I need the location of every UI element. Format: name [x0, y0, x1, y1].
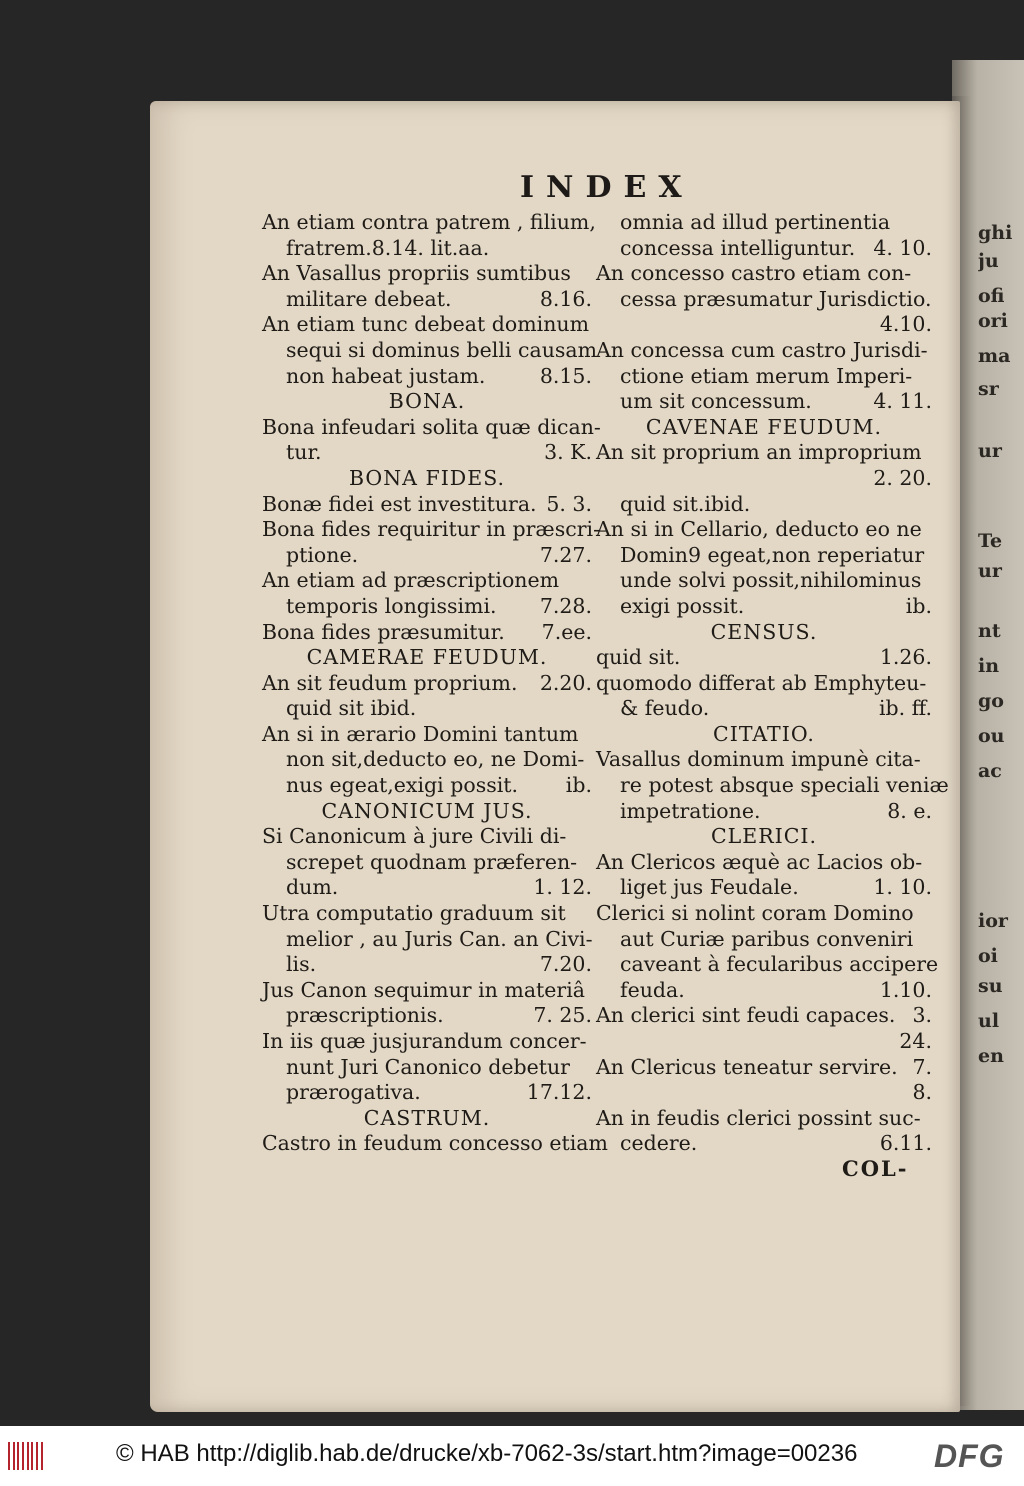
entry-text: An Vasallus propriis sumtibus	[262, 261, 571, 286]
entry-text: omnia ad illud pertinentia	[620, 210, 891, 234]
index-entry	[262, 850, 592, 876]
index-column-right	[596, 210, 949, 1157]
entry-text: præscriptionis.	[286, 1003, 444, 1028]
entry-text: non sit,deducto eo, ne Domi-	[286, 747, 585, 772]
entry-text: nunt Juri Canonico debetur	[286, 1054, 570, 1079]
entry-reference: 3.	[912, 1003, 932, 1028]
index-entry	[596, 1080, 932, 1106]
entry-text: Bona infeudari solita quæ dican-	[262, 414, 601, 439]
entry-reference: ib.	[565, 773, 592, 798]
index-entry	[262, 440, 592, 466]
entry-text: CITATIO.	[713, 721, 815, 746]
entry-text: Clerici si nolint coram Domino	[596, 901, 914, 926]
index-entry	[596, 773, 949, 799]
index-entry	[262, 722, 592, 748]
index-entry	[262, 364, 592, 390]
index-entry	[596, 287, 932, 313]
index-entry	[262, 901, 592, 927]
entry-text: CLERICI.	[710, 824, 818, 849]
entry-text: Utra computatio graduum sit	[262, 901, 566, 926]
entry-text: CENSUS.	[710, 619, 818, 644]
index-entry	[262, 210, 596, 236]
entry-text: Jus Canon sequimur in materiâ	[262, 977, 586, 1002]
entry-text: Domin9 egeat,non reperiatur	[620, 542, 925, 567]
entry-reference: 7.20.	[539, 952, 592, 977]
entry-reference: 8.	[912, 1080, 932, 1105]
facing-text-fragment: ul	[978, 1010, 1000, 1032]
entry-text: lis.	[286, 952, 317, 977]
facing-text-fragment: ghi	[978, 222, 1013, 244]
entry-reference: ib.	[905, 593, 932, 618]
entry-text: concessa intelliguntur.	[620, 235, 856, 260]
index-entry	[596, 568, 932, 594]
index-entry	[596, 338, 932, 364]
entry-text: CAMERAE FEUDUM.	[306, 645, 548, 670]
index-entry	[262, 1131, 608, 1157]
entry-reference: 3. K.	[544, 440, 592, 465]
index-entry	[596, 952, 939, 978]
entry-reference: 5. 3.	[546, 491, 592, 516]
entry-text: quid sit.ibid.	[620, 491, 751, 516]
facing-text-fragment: ior	[978, 910, 1008, 932]
entry-text: An sit feudum proprium.	[262, 670, 518, 695]
index-column-left	[262, 210, 608, 1157]
entry-reference: 1. 12.	[533, 875, 592, 900]
entry-text: quid sit ibid.	[286, 696, 417, 721]
index-entry	[596, 799, 932, 825]
entry-reference: 7.ee.	[541, 619, 592, 644]
index-heading	[262, 645, 592, 671]
entry-text: ptione.	[286, 542, 359, 567]
entry-text: unde solvi possit,nihilominus	[620, 568, 922, 593]
entry-reference: ib. ff.	[878, 696, 932, 721]
index-entry	[596, 594, 932, 620]
index-entry	[262, 696, 592, 722]
index-entry	[262, 261, 592, 287]
facing-text-fragment: ur	[978, 560, 1002, 582]
index-entry	[262, 236, 592, 262]
index-entry	[596, 747, 932, 773]
facing-text-fragment: ori	[978, 310, 1008, 332]
index-entry	[596, 312, 932, 338]
facing-text-fragment: su	[978, 975, 1003, 997]
entry-text: An etiam ad præscriptionem	[262, 568, 560, 593]
index-heading	[262, 799, 592, 825]
index-entry	[262, 875, 592, 901]
index-entry	[596, 543, 932, 569]
entry-text: nus egeat,exigi possit.	[286, 773, 519, 798]
entry-text: An sit proprium an improprium	[596, 440, 922, 465]
entry-text: BONA.	[388, 389, 466, 414]
index-entry	[262, 568, 592, 594]
entry-text: non habeat justam.	[286, 363, 486, 388]
index-entry	[262, 927, 592, 953]
index-entry	[262, 414, 601, 441]
facing-text-fragment: oi	[978, 945, 998, 967]
entry-text: CANONICUM JUS.	[321, 798, 533, 823]
entry-reference: 6.11.	[879, 1131, 932, 1156]
entry-reference: 7.27.	[539, 542, 592, 567]
entry-reference: 4. 11.	[873, 389, 932, 414]
source-url-text[interactable]: © HAB http://diglib.hab.de/drucke/xb-7062-3s/start.htm?image=00236	[116, 1440, 858, 1467]
entry-text: fratrem.8.14. lit.aa.	[286, 235, 490, 260]
entry-reference: 8. e.	[887, 798, 932, 823]
entry-text: In iis quæ jusjurandum concer-	[262, 1029, 587, 1053]
entry-text: An etiam contra patrem , filium,	[262, 210, 596, 234]
index-heading	[262, 466, 592, 492]
index-entry	[596, 517, 932, 543]
facing-text-fragment: en	[978, 1045, 1004, 1067]
index-entry	[596, 696, 932, 722]
entry-reference: 24.	[899, 1029, 932, 1053]
entry-text: Bonæ fidei est investitura.	[262, 491, 537, 516]
entry-text: liget jus Feudale.	[620, 875, 799, 900]
index-entry	[262, 824, 592, 850]
index-entry	[262, 312, 592, 338]
index-entry	[262, 671, 592, 697]
index-heading	[596, 722, 932, 748]
entry-text: & feudo.	[620, 696, 710, 721]
entry-text: exigi possit.	[620, 593, 745, 618]
facing-text-fragment: go	[978, 690, 1004, 712]
entry-text: An in feudis clerici possint suc-	[596, 1105, 921, 1130]
index-heading	[262, 389, 592, 415]
entry-reference: 7. 25.	[533, 1003, 592, 1028]
entry-reference: 7.28.	[539, 593, 592, 618]
entry-reference: 17.12.	[526, 1080, 592, 1105]
entry-reference: 7.	[912, 1054, 932, 1079]
index-entry	[262, 492, 592, 518]
entry-text: ctione etiam merum Imperi-	[620, 363, 913, 388]
entry-text: militare debeat.	[286, 286, 452, 311]
entry-text: melior , au Juris Can. an Civi-	[286, 926, 593, 951]
facing-text-fragment: sr	[978, 378, 999, 400]
index-entry	[596, 389, 932, 415]
entry-text: um sit concessum.	[620, 389, 812, 414]
entry-reference: 2. 20.	[873, 465, 932, 490]
index-entry	[262, 594, 592, 620]
entry-reference: 1.10.	[879, 977, 932, 1002]
index-entry	[262, 1080, 592, 1106]
entry-reference: 1.26.	[879, 645, 932, 670]
index-entry	[262, 337, 598, 364]
entry-text: BONA FIDES.	[348, 465, 506, 490]
entry-text: An si in ærario Domini tantum	[262, 721, 579, 746]
index-heading	[596, 415, 932, 441]
entry-reference: 4.10.	[879, 312, 932, 337]
entry-text: Vasallus dominum impunè cita-	[596, 747, 921, 772]
entry-reference: 2.20.	[539, 670, 592, 695]
entry-text: An si in Cellario, deducto eo ne	[596, 517, 922, 542]
entry-text: prærogativa.	[286, 1080, 421, 1105]
index-entry	[596, 1003, 932, 1029]
index-entry	[262, 1055, 592, 1081]
index-entry	[262, 747, 592, 773]
entry-text: caveant à fecularibus accipere	[620, 952, 939, 977]
entry-text: Castro in feudum concesso etiam	[262, 1131, 608, 1156]
index-entry	[596, 236, 932, 262]
entry-text: quid sit.	[596, 645, 681, 670]
viewer-footer	[0, 1426, 1024, 1486]
index-entry	[596, 1055, 932, 1081]
entry-text: CAVENAE FEUDUM.	[645, 414, 883, 439]
facing-text-fragment: Te	[978, 530, 1003, 552]
entry-text: An etiam tunc debeat dominum	[262, 312, 590, 337]
entry-text: screpet quodnam præferen-	[286, 849, 578, 874]
facing-text-fragment: ou	[978, 725, 1005, 747]
catchword: COL-	[842, 1156, 909, 1181]
dfg-logo: DFG	[934, 1438, 1005, 1474]
index-entry	[596, 1029, 932, 1055]
index-heading	[596, 620, 932, 646]
index-entry	[262, 517, 600, 543]
facing-text-fragment: ofi	[978, 285, 1005, 307]
index-entry	[596, 210, 932, 236]
entry-text: An Clericos æquè ac Lacios ob-	[596, 849, 923, 874]
index-entry	[596, 466, 932, 492]
facing-text-fragment: ur	[978, 440, 1002, 462]
index-entry	[262, 287, 592, 313]
index-entry	[596, 850, 932, 876]
index-entry	[596, 671, 932, 697]
index-entry	[596, 901, 932, 927]
index-entry	[262, 952, 592, 978]
entry-text: aut Curiæ paribus conveniri	[620, 926, 914, 951]
index-entry	[596, 927, 932, 953]
index-entry	[262, 978, 592, 1004]
index-entry	[596, 645, 932, 671]
index-heading	[262, 1106, 592, 1132]
entry-text: Bona fides requiritur in præscri-	[262, 517, 600, 542]
index-entry	[596, 440, 932, 466]
entry-text: An concessa cum castro Jurisdi-	[596, 337, 928, 362]
index-entry	[262, 543, 592, 569]
entry-text: sequi si dominus belli causam	[286, 337, 598, 362]
index-entry	[262, 773, 592, 799]
entry-text: cedere.	[620, 1131, 698, 1156]
entry-text: Si Canonicum à jure Civili di-	[262, 824, 567, 849]
facing-text-fragment: in	[978, 655, 1000, 677]
entry-text: re potest absque speciali veniæ	[620, 773, 949, 798]
hab-barcode-icon	[6, 1436, 46, 1474]
entry-text: An concesso castro etiam con-	[596, 261, 912, 286]
entry-text: An Clericus teneatur servire.	[596, 1054, 898, 1079]
entry-reference: 4. 10.	[873, 235, 932, 260]
facing-text-fragment: ju	[978, 250, 999, 272]
entry-text: quomodo differat ab Emphyteu-	[596, 670, 927, 695]
page-header: INDEX	[520, 170, 694, 205]
entry-reference: 1. 10.	[873, 875, 932, 900]
facing-text-fragment: nt	[978, 620, 1001, 642]
entry-text: impetratione.	[620, 798, 761, 823]
entry-text: dum.	[286, 875, 339, 900]
index-heading	[596, 824, 932, 850]
index-entry	[596, 875, 932, 901]
index-entry	[596, 978, 932, 1004]
index-entry	[596, 364, 932, 390]
index-entry	[596, 1106, 932, 1132]
index-entry	[262, 1003, 592, 1029]
entry-reference: 8.15.	[539, 363, 592, 388]
index-entry	[596, 1131, 932, 1157]
entry-text: tur.	[286, 440, 322, 465]
facing-text-fragment: ac	[978, 760, 1002, 782]
index-entry	[262, 1029, 592, 1055]
entry-text: cessa præsumatur Jurisdictio.	[620, 286, 932, 311]
entry-text: Bona fides præsumitur.	[262, 619, 505, 644]
index-entry	[596, 492, 932, 518]
entry-text: temporis longissimi.	[286, 593, 497, 618]
index-entry	[262, 620, 592, 646]
facing-text-fragment: ma	[978, 345, 1011, 367]
entry-text: CASTRUM.	[363, 1105, 491, 1130]
entry-text: An clerici sint feudi capaces.	[596, 1003, 896, 1028]
entry-text: feuda.	[620, 977, 685, 1002]
index-entry	[596, 261, 932, 287]
entry-reference: 8.16.	[539, 286, 592, 311]
